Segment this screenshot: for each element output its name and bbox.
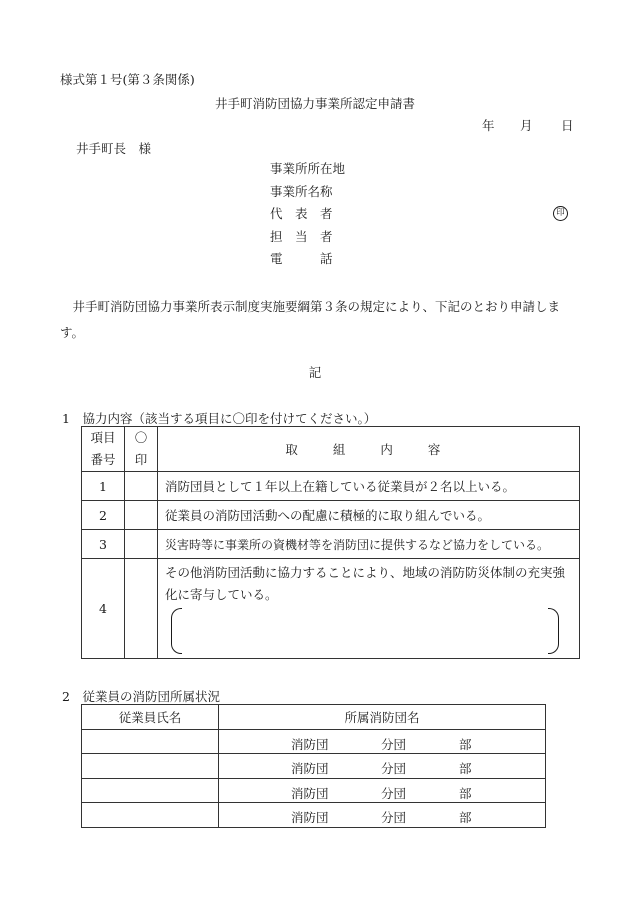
mark-cell[interactable] <box>125 559 158 659</box>
content-text: 災害時等に事業所の資機材等を消防団に提供するなど協力をしている。 <box>158 530 580 559</box>
item-number-header: 項目番号 <box>82 427 125 472</box>
table-row <box>82 754 546 779</box>
employee-affiliation-table <box>81 704 546 828</box>
right-bracket <box>548 608 559 654</box>
mark-cell[interactable] <box>125 472 158 501</box>
table-row <box>82 530 580 559</box>
affiliation-field[interactable] <box>219 729 546 754</box>
content-text: その他消防団活動に協力することにより、地域の消防防災体制の充実強化に寄与している。 <box>165 565 566 602</box>
fire-brigade-label: 消防団 <box>291 785 329 801</box>
fire-brigade-label: 消防団 <box>291 761 329 776</box>
mark-header: 〇印 <box>125 427 158 472</box>
section2-heading: 2 従業員の消防団所属状況 <box>62 689 220 704</box>
affiliation-field[interactable] <box>219 754 546 779</box>
ki-heading: 記 <box>308 365 322 380</box>
employee-name-field[interactable] <box>82 729 219 754</box>
document-title: 井手町消防団協力事業所認定申請書 <box>214 96 415 111</box>
table-row <box>82 803 546 828</box>
section-label: 部 <box>459 810 472 825</box>
applicant-address-label: 事業所所在地 <box>270 161 346 176</box>
table-row <box>82 472 580 501</box>
cooperation-table <box>81 426 580 659</box>
content-text: 従業員の消防団活動への配慮に積極的に取り組んでいる。 <box>158 501 580 530</box>
date-year-label: 年 <box>482 118 495 133</box>
date-day-label: 日 <box>561 118 574 133</box>
section-label: 部 <box>459 736 472 752</box>
form-number: 様式第１号(第３条関係) <box>60 72 195 87</box>
mark-cell[interactable] <box>125 501 158 530</box>
table-row <box>82 559 580 659</box>
table-header-row <box>82 427 580 472</box>
table-header-row <box>82 705 546 730</box>
addressee: 井手町長 様 <box>76 141 152 156</box>
branch-label: 分団 <box>381 810 407 825</box>
fire-brigade-label: 消防団 <box>291 810 329 825</box>
affiliation-field[interactable] <box>219 778 546 803</box>
employee-name-field[interactable] <box>82 778 219 803</box>
item-number: 4 <box>82 559 125 659</box>
table-row <box>82 729 546 754</box>
applicant-block <box>270 161 572 274</box>
table-row <box>82 778 546 803</box>
branch-label: 分団 <box>381 785 407 801</box>
seal-mark: 印 <box>553 206 568 221</box>
item-number: 3 <box>82 530 125 559</box>
date-month-label: 月 <box>520 118 533 133</box>
branch-label: 分団 <box>381 761 407 776</box>
affiliation-field[interactable] <box>219 803 546 828</box>
fire-brigade-label: 消防団 <box>291 736 329 752</box>
employee-name-field[interactable] <box>82 803 219 828</box>
applicant-contact-person-label: 担 当 者 <box>270 228 333 244</box>
left-bracket <box>171 608 182 654</box>
content-text: 消防団員として１年以上在籍している従業員が２名以上いる。 <box>158 472 580 501</box>
item-number: 2 <box>82 501 125 530</box>
section1-heading: 1 協力内容（該当する項目に〇印を付けてください。） <box>62 411 377 426</box>
branch-label: 分団 <box>381 736 407 752</box>
applicant-phone-label: 電 話 <box>270 251 333 266</box>
applicant-name-label: 事業所名称 <box>270 183 333 199</box>
employee-name-field[interactable] <box>82 754 219 779</box>
other-details-field[interactable] <box>165 608 567 654</box>
application-statement: 井手町消防団協力事業所表示制度実施要綱第３条の規定により、下記のとおり申請します。 <box>60 299 561 340</box>
mark-cell[interactable] <box>125 530 158 559</box>
affiliation-header: 所属消防団名 <box>219 705 546 730</box>
item-number: 1 <box>82 472 125 501</box>
content-header: 取 組 内 容 <box>158 427 580 472</box>
section-label: 部 <box>459 785 472 801</box>
table-row <box>82 501 580 530</box>
applicant-representative-label: 代 表 者 印 <box>270 206 572 229</box>
employee-name-header: 従業員氏名 <box>82 705 219 730</box>
section-label: 部 <box>459 761 472 776</box>
content-text-other <box>158 559 580 659</box>
